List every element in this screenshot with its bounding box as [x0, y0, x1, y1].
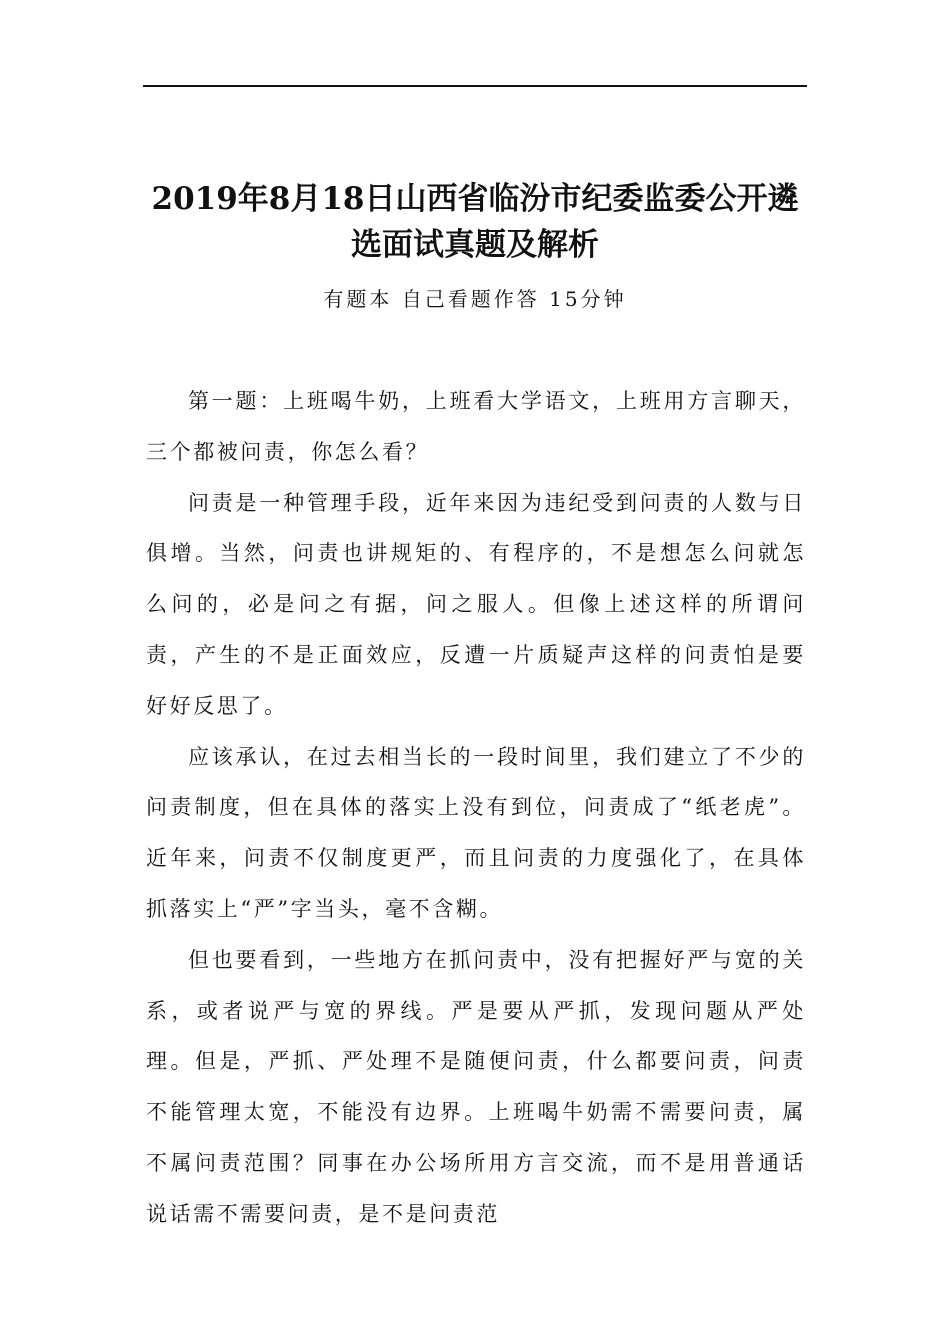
header-rule	[143, 85, 807, 87]
paragraph-3: 但也要看到，一些地方在抓问责中，没有把握好严与宽的关系，或者说严与宽的界线。严是要从严抓，发现问题从严处理。但是，严抓、严处理不是随便问责，什么都要问责，问责不能管理太宽，不能没有边界。上班喝牛奶需不需要问责，属不属问责范围？同事在办公场所用方言交流，而不是用普通话说话需不需要问责，是不是问责范	[146, 947, 806, 1226]
document-subtitle: 有题本 自己看题作答 15分钟	[323, 287, 627, 311]
paragraph-1: 问责是一种管理手段，近年来因为违纪受到问责的人数与日俱增。当然，问责也讲规矩的、有程序的，不是想怎么问就怎么问的，必是问之有据，问之服人。但像上述这样的所谓问责，产生的不是正面效应，反遭一片质疑声这样的问责怕是要好好反思了。	[146, 490, 806, 718]
document-title: 2019年8月18日山西省临汾市纪委监委公开遴选面试真题及解析	[151, 181, 799, 263]
paragraph-2: 应该承认，在过去相当长的一段时间里，我们建立了不少的问责制度，但在具体的落实上没有到位，问责成了“纸老虎”。近年来，问责不仅制度更严，而且问责的力度强化了，在具体抓落实上“严”字当头，毫不含糊。	[146, 744, 806, 921]
paragraph-question: 第一题：上班喝牛奶，上班看大学语文，上班用方言聊天，三个都被问责，你怎么看？	[146, 389, 806, 464]
document-body	[146, 376, 806, 1240]
